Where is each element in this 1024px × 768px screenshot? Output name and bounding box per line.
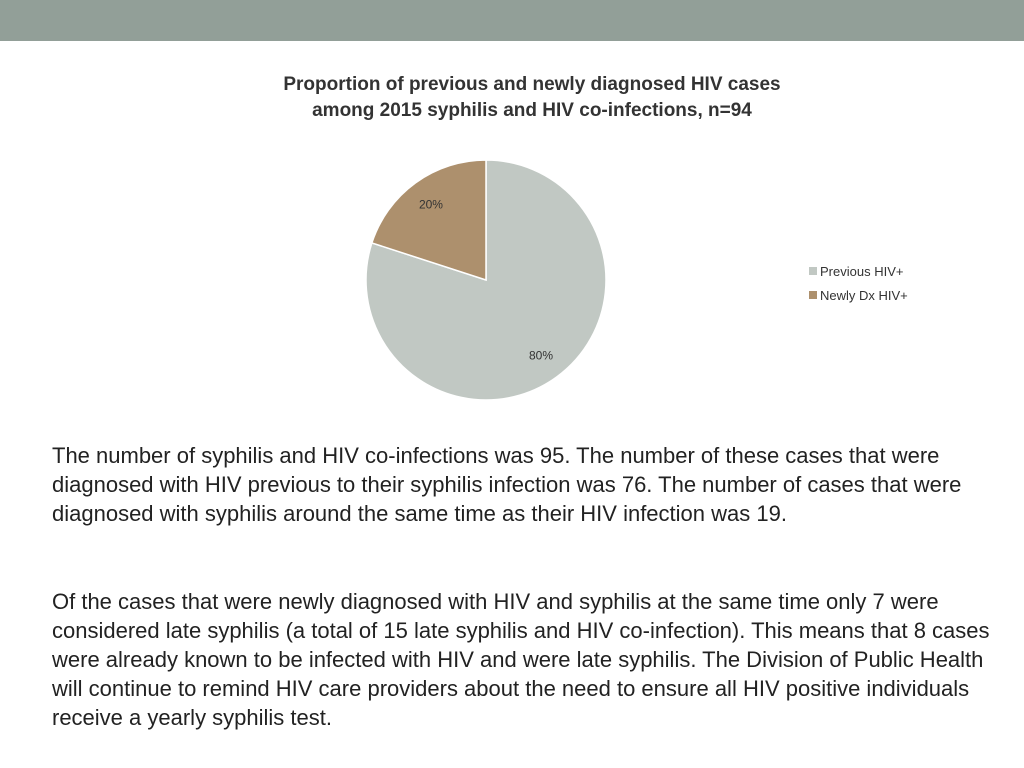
legend-label-previous: Previous HIV+: [820, 263, 904, 279]
paragraph-late-syphilis: Of the cases that were newly diagnosed with HIV and syphilis at the same time only 7 were considered late syphilis (a total of 15 late syphilis and HIV co-infection). This means that 8 cases were already known to be infected with HIV and were late syphilis. The Division of Public Health will continue to remind HIV care providers about the need to ensure all HIV positive individuals receive a yearly syphilis test.: [52, 589, 990, 730]
paragraph-case-counts: The number of syphilis and HIV co-infections was 95. The number of these cases that were diagnosed with HIV previous to their syphilis infection was 76. The number of cases that were diagnosed with syphilis around the same time as their HIV infection was 19.: [52, 443, 962, 526]
legend-item-previous: [809, 259, 908, 283]
chart-title-line-1: Proportion of previous and newly diagnosed HIV cases: [283, 74, 781, 95]
data-label-previous-hiv: 80%: [529, 348, 554, 363]
legend-item-newly-dx: [809, 283, 908, 307]
chart-legend: [809, 259, 908, 307]
data-label-newly-dx-hiv: 20%: [418, 197, 443, 212]
legend-swatch-previous: [809, 267, 817, 275]
legend-swatch-newly-dx: [809, 291, 817, 299]
chart-title-line-2: among 2015 syphilis and HIV co-infections, n=94: [312, 100, 752, 121]
legend-label-newly-dx: Newly Dx HIV+: [820, 287, 908, 303]
